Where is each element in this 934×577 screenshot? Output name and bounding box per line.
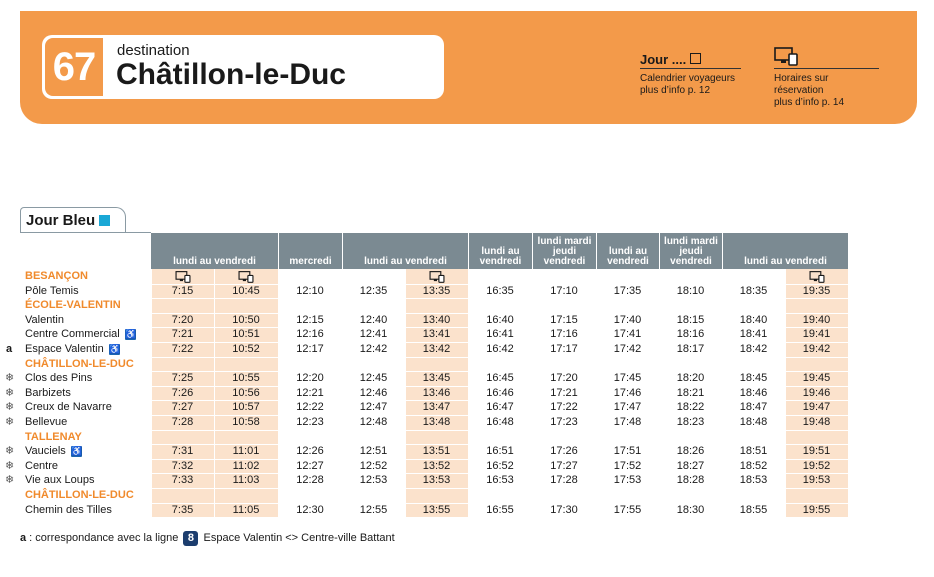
- stop-row: [0, 473, 934, 488]
- time-cell[interactable]: 7:20: [171, 313, 194, 326]
- time-cell[interactable]: 19:47: [802, 401, 831, 414]
- time-cell[interactable]: 12:55: [359, 503, 388, 516]
- section-name: TALLENAY: [25, 430, 82, 443]
- stop-name: Centre Commercial: [25, 328, 120, 341]
- time-cell[interactable]: 18:45: [739, 372, 768, 385]
- line-8-badge: 8: [183, 531, 198, 546]
- time-cell[interactable]: 18:53: [739, 474, 768, 487]
- time-cell[interactable]: 18:48: [739, 416, 768, 428]
- row-divider: [20, 517, 848, 518]
- time-cell[interactable]: 17:15: [550, 313, 578, 326]
- time-cell[interactable]: 10:57: [232, 401, 260, 414]
- time-cell[interactable]: 10:52: [232, 343, 260, 355]
- time-cell[interactable]: 18:30: [676, 503, 705, 516]
- footnote-prefix: a: [20, 532, 27, 544]
- stop-row: [0, 327, 934, 342]
- time-cell[interactable]: 12:52: [359, 459, 388, 472]
- time-cell[interactable]: 16:52: [486, 459, 514, 472]
- time-cell[interactable]: 17:48: [613, 416, 642, 428]
- tab-jour-bleu[interactable]: [20, 207, 126, 232]
- time-cell[interactable]: 11:01: [232, 445, 260, 458]
- time-cell[interactable]: 17:23: [550, 416, 578, 428]
- time-cell[interactable]: 12:27: [296, 459, 324, 472]
- time-cell[interactable]: 16:53: [486, 474, 514, 487]
- time-cell[interactable]: 17:35: [613, 284, 642, 297]
- time-cell[interactable]: 19:35: [802, 284, 831, 297]
- footnote-text: : correspondance avec la ligne: [26, 532, 179, 544]
- legend-reservation: [774, 46, 879, 109]
- reservation-icon: [809, 270, 825, 282]
- time-cell[interactable]: 7:32: [171, 459, 194, 472]
- time-cell[interactable]: 18:35: [739, 284, 768, 297]
- square-icon: [690, 53, 701, 64]
- time-cell[interactable]: 16:41: [486, 328, 514, 341]
- time-cell[interactable]: 12:26: [296, 445, 324, 458]
- legend-jour: [640, 46, 741, 97]
- snowflake-icon: ❄: [5, 459, 15, 472]
- stop-name: Centre: [25, 459, 59, 472]
- time-cell[interactable]: 18:40: [739, 313, 768, 326]
- time-cell[interactable]: 19:45: [802, 372, 831, 385]
- time-cell[interactable]: 18:20: [676, 372, 705, 385]
- stop-name: Clos des Pins: [25, 372, 93, 385]
- time-cell[interactable]: 7:15: [171, 284, 194, 297]
- wheelchair-icon: ♿: [71, 446, 83, 457]
- time-cell[interactable]: 7:27: [171, 401, 194, 414]
- stop-name: Valentin: [25, 313, 64, 326]
- reservation-screen-icon: [774, 47, 798, 66]
- stop-row: [0, 459, 934, 474]
- time-cell[interactable]: 17:27: [550, 459, 578, 472]
- time-cell[interactable]: 19:42: [802, 343, 831, 355]
- time-cell[interactable]: 17:26: [550, 445, 578, 458]
- time-cell[interactable]: 7:35: [171, 503, 194, 516]
- column-header: lundi au vendredi: [722, 233, 848, 269]
- time-cell[interactable]: 18:51: [739, 445, 768, 458]
- time-cell[interactable]: 16:55: [486, 503, 514, 516]
- destination-name: Châtillon-le-Duc: [116, 58, 346, 91]
- time-cell[interactable]: 19:55: [802, 503, 831, 516]
- time-cell[interactable]: 19:40: [802, 313, 831, 326]
- reservation-icon: [238, 270, 254, 282]
- time-cell[interactable]: 12:15: [296, 313, 324, 326]
- time-cell[interactable]: 17:28: [550, 474, 578, 487]
- time-cell[interactable]: 18:16: [676, 328, 705, 341]
- reservation-icon: [429, 270, 445, 282]
- section-row: [0, 269, 934, 284]
- time-cell[interactable]: 7:22: [171, 343, 194, 355]
- time-cell[interactable]: 19:51: [802, 445, 831, 458]
- time-cell[interactable]: 12:40: [359, 313, 388, 326]
- time-cell[interactable]: 18:10: [676, 284, 705, 297]
- time-cell[interactable]: 17:30: [550, 503, 578, 516]
- time-cell[interactable]: 13:48: [422, 416, 451, 428]
- time-cell[interactable]: 12:51: [359, 445, 388, 458]
- time-cell[interactable]: 18:23: [676, 416, 705, 428]
- section-name: ÉCOLE-VALENTIN: [25, 299, 121, 312]
- stop-name: Creux de Navarre: [25, 401, 112, 414]
- time-cell[interactable]: 10:55: [232, 372, 260, 385]
- section-name: BESANÇON: [25, 270, 88, 282]
- time-cell[interactable]: 10:58: [232, 416, 260, 428]
- time-cell[interactable]: 12:22: [296, 401, 324, 414]
- time-cell[interactable]: 11:05: [232, 503, 260, 516]
- header-stub: [20, 233, 151, 269]
- time-cell[interactable]: 7:31: [171, 445, 194, 458]
- time-cell[interactable]: 18:22: [676, 401, 705, 414]
- time-cell[interactable]: 18:46: [739, 386, 768, 399]
- time-cell[interactable]: 18:41: [739, 328, 768, 341]
- time-cell[interactable]: 17:51: [613, 445, 642, 458]
- time-cell[interactable]: 12:41: [359, 328, 388, 341]
- time-cell[interactable]: 12:42: [359, 343, 388, 355]
- column-header: lundi au vendredi: [468, 233, 532, 269]
- legend-jour-title: Jour ....: [640, 52, 687, 67]
- time-cell[interactable]: 7:25: [171, 372, 194, 385]
- time-cell[interactable]: 17:16: [550, 328, 578, 341]
- time-cell[interactable]: 16:51: [486, 445, 514, 458]
- time-cell[interactable]: 16:35: [486, 284, 514, 297]
- stop-name: Vauciels: [25, 445, 66, 458]
- time-cell[interactable]: 19:41: [802, 328, 831, 341]
- stop-row: [0, 342, 934, 357]
- time-cell[interactable]: 17:20: [550, 372, 578, 385]
- snowflake-icon: ❄: [5, 445, 15, 458]
- time-cell[interactable]: 13:42: [422, 343, 451, 355]
- time-cell[interactable]: 12:30: [296, 503, 324, 516]
- section-row: [0, 298, 934, 313]
- time-cell[interactable]: 17:46: [613, 386, 642, 399]
- time-cell[interactable]: 12:45: [359, 372, 388, 385]
- time-cell[interactable]: 13:51: [422, 445, 451, 458]
- snowflake-icon: ❄: [5, 474, 15, 487]
- stop-row: [0, 313, 934, 328]
- stop-row: [0, 371, 934, 386]
- stop-name: Espace Valentin: [25, 343, 104, 355]
- stop-name: Vie aux Loups: [25, 474, 95, 487]
- stop-name: Pôle Temis: [25, 284, 79, 297]
- column-header: lundi au vendredi: [596, 233, 659, 269]
- section-row: [0, 357, 934, 372]
- time-cell[interactable]: 18:21: [676, 386, 705, 399]
- time-cell[interactable]: 12:48: [359, 416, 388, 428]
- time-cell[interactable]: 18:15: [676, 313, 705, 326]
- stop-row: [0, 386, 934, 401]
- time-cell[interactable]: 17:52: [613, 459, 642, 472]
- time-cell[interactable]: 13:45: [422, 372, 451, 385]
- time-cell[interactable]: 18:47: [739, 401, 768, 414]
- time-cell[interactable]: 7:33: [171, 474, 194, 487]
- line-number: 67: [52, 44, 96, 89]
- time-cell[interactable]: 17:55: [613, 503, 642, 516]
- section-name: CHÂTILLON-LE-DUC: [25, 357, 134, 370]
- time-cell[interactable]: 12:17: [296, 343, 324, 355]
- time-cell[interactable]: 17:17: [550, 343, 578, 355]
- stop-prefix: a: [6, 343, 13, 355]
- wheelchair-icon: ♿: [125, 329, 137, 340]
- time-cell[interactable]: 10:51: [232, 328, 260, 341]
- time-cell[interactable]: 18:55: [739, 503, 768, 516]
- time-cell[interactable]: 19:48: [802, 416, 831, 428]
- time-cell[interactable]: 13:55: [422, 503, 451, 516]
- time-cell[interactable]: 12:28: [296, 474, 324, 487]
- time-cell[interactable]: 12:23: [296, 416, 324, 428]
- time-cell[interactable]: 17:41: [613, 328, 642, 341]
- stop-row: [0, 503, 934, 518]
- snowflake-icon: ❄: [5, 416, 15, 428]
- time-cell[interactable]: 12:35: [359, 284, 388, 297]
- time-cell[interactable]: 13:46: [422, 386, 451, 399]
- time-cell[interactable]: 10:50: [232, 313, 260, 326]
- legend-jour-line2: plus d’info p. 12: [640, 85, 711, 96]
- time-cell[interactable]: 17:10: [550, 284, 578, 297]
- line-number-badge: [45, 38, 103, 96]
- time-cell[interactable]: 16:42: [486, 343, 514, 355]
- time-cell[interactable]: 12:53: [359, 474, 388, 487]
- time-cell[interactable]: 11:02: [232, 459, 260, 472]
- time-cell[interactable]: 16:47: [486, 401, 514, 414]
- stop-row: [0, 415, 934, 430]
- time-cell[interactable]: 19:52: [802, 459, 831, 472]
- time-cell[interactable]: 7:28: [171, 416, 194, 428]
- time-cell[interactable]: 18:26: [676, 445, 705, 458]
- time-cell[interactable]: 12:46: [359, 386, 388, 399]
- time-cell[interactable]: 7:21: [171, 328, 194, 341]
- time-cell[interactable]: 16:40: [486, 313, 514, 326]
- snowflake-icon: ❄: [5, 386, 15, 399]
- time-cell[interactable]: 17:21: [550, 386, 578, 399]
- time-cell[interactable]: 17:53: [613, 474, 642, 487]
- stop-row: [0, 400, 934, 415]
- snowflake-icon: ❄: [5, 401, 15, 414]
- footnote: [20, 531, 395, 546]
- column-header: lundi mardi jeudi vendredi: [532, 233, 596, 269]
- time-cell[interactable]: 12:16: [296, 328, 324, 341]
- stop-name: Chemin des Tilles: [25, 503, 112, 516]
- wheelchair-icon: ♿: [109, 344, 121, 354]
- blue-square-icon: [99, 215, 110, 226]
- time-cell[interactable]: 18:28: [676, 474, 705, 487]
- time-cell[interactable]: 17:22: [550, 401, 578, 414]
- section-row: [0, 430, 934, 445]
- time-cell[interactable]: 19:46: [802, 386, 831, 399]
- time-cell[interactable]: 10:45: [232, 284, 260, 297]
- destination-label: destination: [117, 42, 190, 59]
- time-cell[interactable]: 13:47: [422, 401, 451, 414]
- time-cell[interactable]: 10:56: [232, 386, 260, 399]
- footnote-after: Espace Valentin <> Centre-ville Battant: [203, 532, 395, 544]
- time-cell[interactable]: 18:27: [676, 459, 705, 472]
- stop-name: Barbizets: [25, 386, 71, 399]
- legend-resa-line2: plus d’info p. 14: [774, 97, 845, 108]
- column-header: lundi au vendredi: [342, 233, 468, 269]
- stop-row: [0, 444, 934, 459]
- legend-jour-line1: Calendrier voyageurs: [640, 73, 736, 84]
- time-cell[interactable]: 12:20: [296, 372, 324, 385]
- column-header: mercredi: [278, 233, 342, 269]
- time-cell[interactable]: 17:40: [613, 313, 642, 326]
- legend-resa-line1: Horaires sur réservation: [774, 73, 829, 96]
- section-name: CHÂTILLON-LE-DUC: [25, 489, 134, 501]
- time-cell[interactable]: 13:52: [422, 459, 451, 472]
- time-cell[interactable]: 19:53: [802, 474, 831, 487]
- time-cell[interactable]: 12:10: [296, 284, 324, 297]
- time-cell[interactable]: 12:21: [296, 386, 324, 399]
- time-cell[interactable]: 18:42: [739, 343, 768, 355]
- section-row: [0, 488, 934, 503]
- tab-jour-bleu-label: Jour Bleu: [26, 212, 96, 229]
- time-cell[interactable]: 12:47: [359, 401, 388, 414]
- time-cell[interactable]: 16:46: [486, 386, 514, 399]
- time-cell[interactable]: 17:47: [613, 401, 642, 414]
- time-cell[interactable]: 13:41: [422, 328, 451, 341]
- stop-row: [0, 284, 934, 299]
- stop-name: Bellevue: [25, 416, 68, 428]
- time-cell[interactable]: 11:03: [232, 474, 260, 487]
- time-cell[interactable]: 13:53: [422, 474, 451, 487]
- time-cell[interactable]: 16:48: [486, 416, 514, 428]
- time-cell[interactable]: 18:17: [676, 343, 705, 355]
- time-cell[interactable]: 17:42: [613, 343, 642, 355]
- reservation-icon: [175, 270, 191, 282]
- time-cell[interactable]: 7:26: [171, 386, 194, 399]
- time-cell[interactable]: 13:35: [422, 284, 451, 297]
- column-header: lundi mardi jeudi vendredi: [659, 233, 722, 269]
- time-cell[interactable]: 16:45: [486, 372, 514, 385]
- time-cell[interactable]: 13:40: [422, 313, 451, 326]
- column-header: lundi au vendredi: [151, 233, 278, 269]
- snowflake-icon: ❄: [5, 372, 15, 385]
- time-cell[interactable]: 17:45: [613, 372, 642, 385]
- time-cell[interactable]: 18:52: [739, 459, 768, 472]
